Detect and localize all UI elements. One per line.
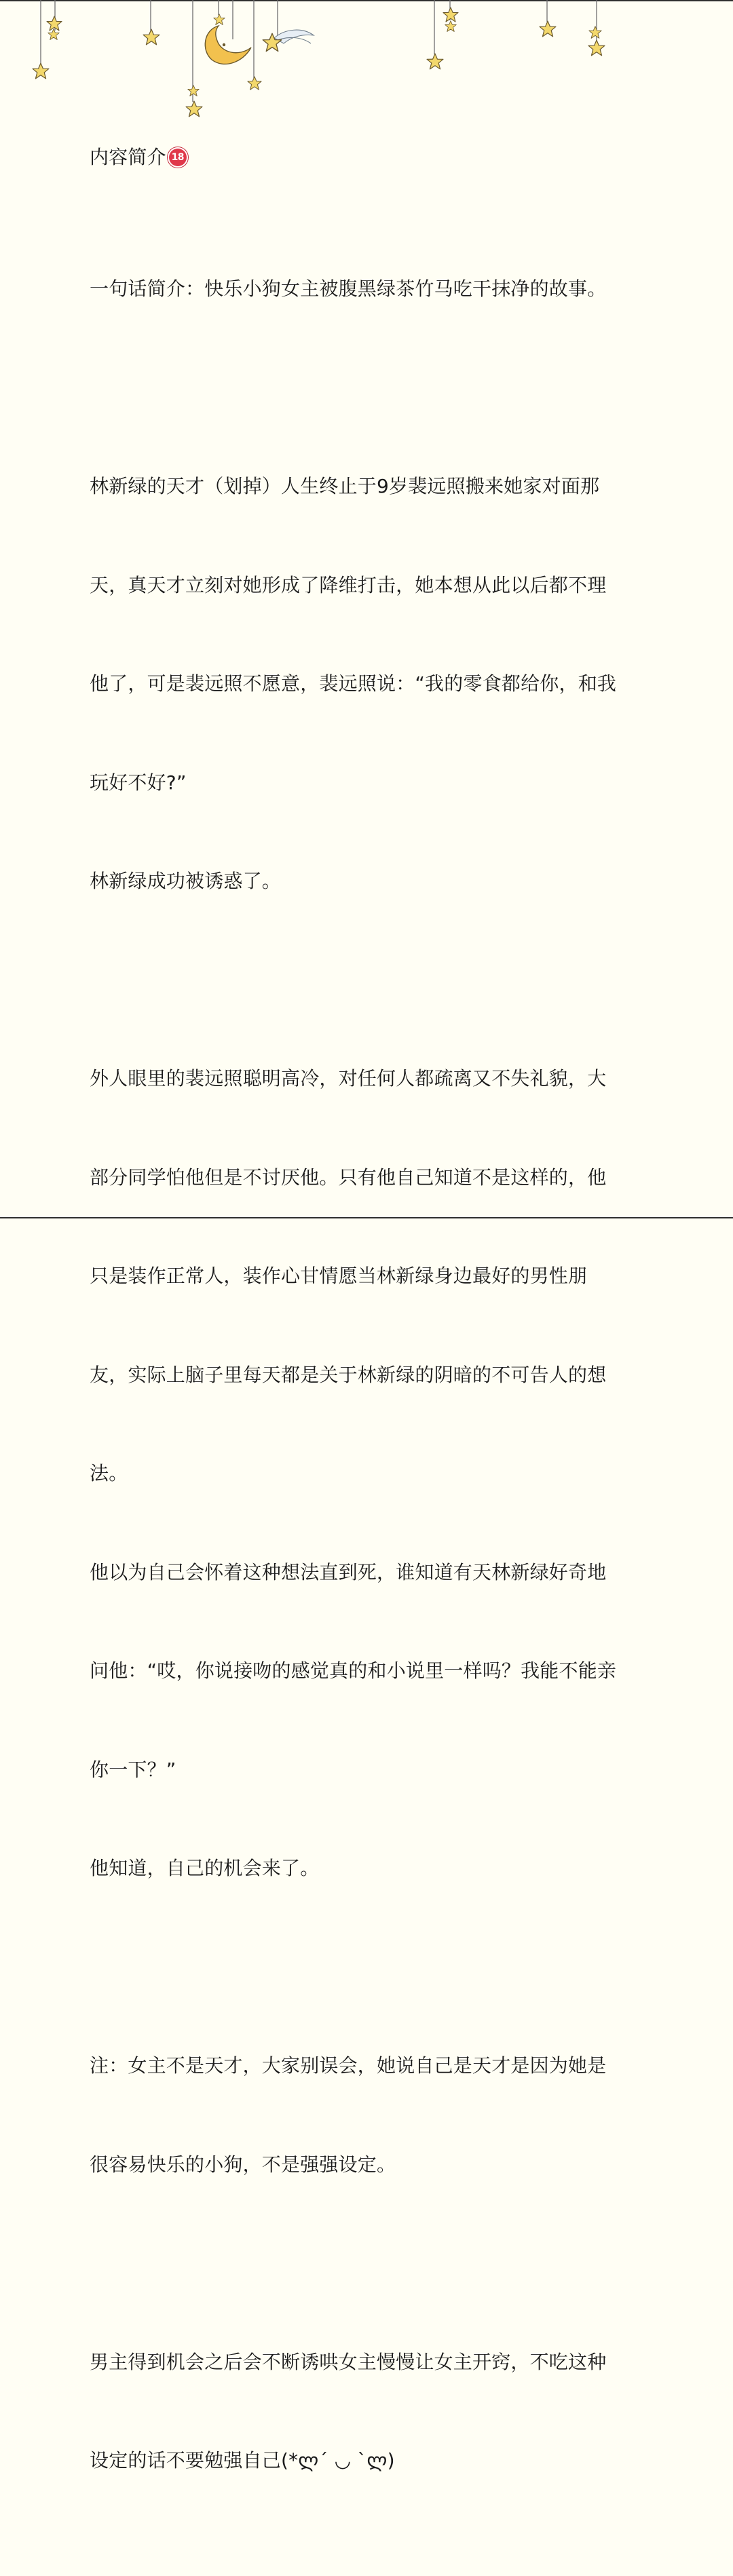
text-line: 玩好不好?” <box>90 771 187 794</box>
text-line: 男主得到机会之后会不断诱哄女主慢慢让女主开窍，不吃这种 <box>90 2350 607 2373</box>
hanging-stars-decoration <box>0 0 733 129</box>
text-line: 你一下？” <box>90 1758 176 1781</box>
text-line: 林新绿的天才（划掉）人生终止于9岁裴远照搬来她家对面那 <box>90 475 600 497</box>
text-line: 他知道，自己的机会来了。 <box>90 1857 320 1879</box>
text-line: 设定的话不要勉强自己(*ლ´ ◡ `ლ) <box>90 2449 395 2472</box>
text-line: 只是装作正常人，装作心甘情愿当林新绿身边最好的男性朋 <box>90 1265 588 1287</box>
text-line: 外人眼里的裴远照聪明高冷，对任何人都疏离又不失礼貌，大 <box>90 1067 607 1090</box>
paragraph-one-line-summary <box>90 207 633 372</box>
age-18-restriction-icon: 18 <box>168 147 188 168</box>
text-line: 林新绿成功被诱惑了。 <box>90 870 282 892</box>
crescent-moon-icon <box>205 26 251 64</box>
bottom-border <box>0 1217 733 1218</box>
paragraph-male-lead <box>90 997 633 1951</box>
text-line: 问他：“哎，你说接吻的感觉真的和小说里一样吗？我能不能亲 <box>90 1659 617 1682</box>
text-line: 友，实际上脑子里每天都是关于林新绿的阴暗的不可告人的想 <box>90 1363 607 1386</box>
paragraph-note <box>90 1984 633 2247</box>
text-line: 天，真天才立刻对她形成了降维打击，她本想从此以后都不理 <box>90 573 607 596</box>
text-line: 一句话简介：快乐小狗女主被腹黑绿茶竹马吃干抹净的故事。 <box>90 277 607 300</box>
text-line: 很容易快乐的小狗，不是强强设定。 <box>90 2153 396 2176</box>
text-line: 注：女主不是天才，大家别误会，她说自己是天才是因为她是 <box>90 2054 607 2077</box>
heading-text: 内容简介 <box>90 146 166 168</box>
paragraph-warning <box>90 2280 633 2543</box>
hanging-strings <box>41 0 597 102</box>
hanging-star-icon <box>33 7 605 117</box>
text-line: 他了，可是裴远照不愿意，裴远照说：“我的零食都给你，和我 <box>90 672 617 695</box>
text-line: 法。 <box>90 1462 128 1484</box>
text-line: 部分同学怕他但是不讨厌他。只有他自己知道不是这样的，他 <box>90 1166 607 1189</box>
content-summary-heading <box>90 141 633 174</box>
paragraph-childhood <box>90 404 633 964</box>
content-area <box>90 141 633 2576</box>
shooting-star-icon <box>263 30 314 51</box>
text-line: 他以为自己会怀着这种想法直到死，谁知道有天林新绿好奇地 <box>90 1560 607 1583</box>
